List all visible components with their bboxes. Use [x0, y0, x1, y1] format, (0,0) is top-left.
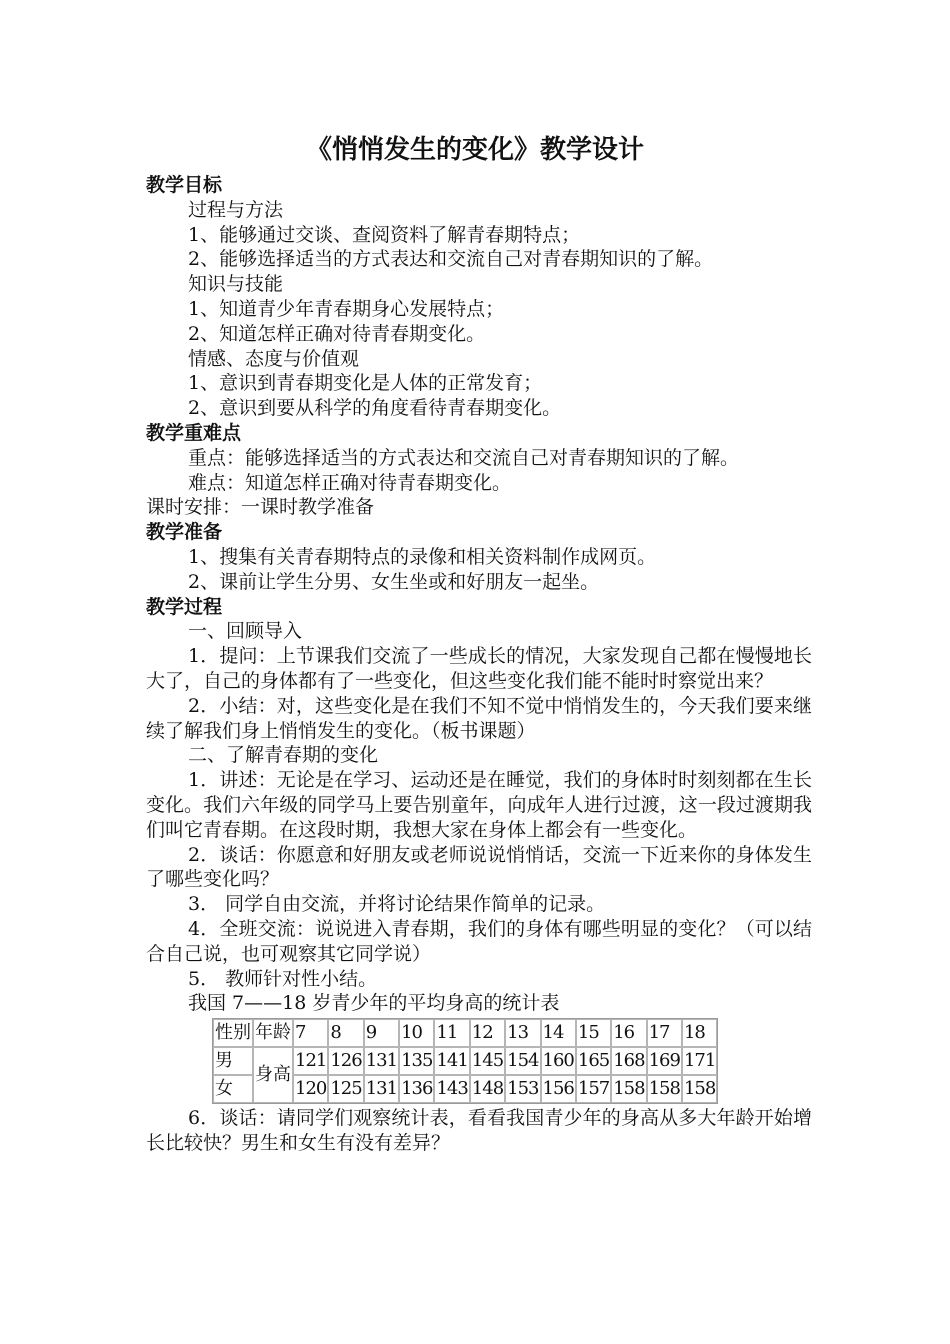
male-height-value: 165: [576, 1047, 611, 1075]
female-height-value: 153: [505, 1075, 540, 1103]
female-height-value: 158: [682, 1075, 717, 1103]
goal-item: 2、意识到要从科学的角度看待青春期变化。: [188, 397, 562, 420]
part-heading-review: 一、回顾导入: [188, 620, 303, 643]
process-paragraph: 2．谈话：你愿意和好朋友或老师说说悄悄话，交流一下近来你的身体发生了哪些变化吗？: [146, 843, 812, 891]
part-heading-puberty: 二、了解青春期的变化: [188, 744, 379, 767]
table-caption: 我国 7——18 岁青少年的平均身高的统计表: [188, 992, 560, 1015]
female-height-value: 120: [293, 1075, 328, 1103]
process-paragraph: 3． 同学自由交流，并将讨论结果作简单的记录。: [188, 893, 606, 916]
header-age-value: 17: [647, 1019, 682, 1047]
goal-item: 2、能够选择适当的方式表达和交流自己对青春期知识的了解。: [188, 248, 714, 271]
process-paragraph: 1．讲述：无论是在学习、运动还是在睡觉，我们的身体时时刻刻都在生长变化。我们六年级的同学马上要告别童年，向成年人进行过渡，这一段过渡期我们叫它青春期。在这段时期，我想大家在身体上都会有一些变化。: [146, 769, 812, 841]
goal-item: 1、意识到青春期变化是人体的正常发育；: [188, 372, 543, 395]
subheading-process-method: 过程与方法: [188, 198, 284, 221]
row-label-female: 女: [213, 1075, 253, 1103]
male-height-value: 169: [647, 1047, 682, 1075]
male-height-value: 168: [611, 1047, 646, 1075]
header-age-value: 15: [576, 1019, 611, 1047]
row-label-male: 男: [213, 1047, 253, 1075]
male-height-value: 171: [682, 1047, 717, 1075]
table-row-male: [213, 1047, 717, 1075]
difficult-point: 难点：知道怎样正确对待青春期变化。: [188, 471, 512, 494]
male-height-value: 160: [541, 1047, 576, 1075]
table-header-row: [213, 1019, 717, 1047]
male-height-value: 145: [470, 1047, 505, 1075]
header-age-value: 9: [364, 1019, 399, 1047]
male-height-value: 154: [505, 1047, 540, 1075]
female-height-value: 158: [647, 1075, 682, 1103]
process-paragraph: 4．全班交流：说说进入青春期，我们的身体有哪些明显的变化？（可以结合自己说，也可观察其它同学说）: [146, 917, 812, 965]
female-height-value: 157: [576, 1075, 611, 1103]
subheading-knowledge-skill: 知识与技能: [188, 273, 284, 296]
process-paragraph: 1．提问：上节课我们交流了一些成长的情况，大家发现自己都在慢慢地长大了，自己的身体都有了一些变化，但这些变化我们能不能时时察觉出来？: [146, 645, 812, 692]
male-height-value: 131: [364, 1047, 399, 1075]
female-height-value: 131: [364, 1075, 399, 1103]
goal-item: 1、知道青少年青春期身心发展特点；: [188, 297, 505, 320]
female-height-value: 156: [541, 1075, 576, 1103]
female-height-value: 136: [399, 1075, 434, 1103]
header-age-value: 7: [293, 1019, 328, 1047]
heading-key-difficult: 教学重难点: [146, 421, 242, 444]
male-height-value: 135: [399, 1047, 434, 1075]
header-gender: 性别: [213, 1019, 253, 1047]
heading-preparation: 教学准备: [146, 521, 223, 544]
schedule-line: 课时安排：一课时教学准备: [146, 496, 375, 519]
process-paragraph: 6．谈话：请同学们观察统计表，看看我国青少年的身高从多大年龄开始增长比较快？男生和女生有没有差异？: [146, 1107, 812, 1154]
header-age: 年龄: [253, 1019, 293, 1047]
document-body: [146, 173, 812, 1156]
header-age-value: 8: [328, 1019, 363, 1047]
heading-teaching-goals: 教学目标: [146, 174, 223, 196]
female-height-value: 143: [434, 1075, 469, 1103]
male-height-value: 141: [434, 1047, 469, 1075]
goal-item: 1、能够通过交谈、查阅资料了解青春期特点；: [188, 223, 581, 246]
header-age-value: 12: [470, 1019, 505, 1047]
height-statistics-table: [212, 1018, 718, 1104]
header-age-value: 11: [434, 1019, 469, 1047]
female-height-value: 148: [470, 1075, 505, 1103]
heading-process: 教学过程: [146, 595, 223, 618]
male-height-value: 121: [293, 1047, 328, 1075]
subheading-emotion-values: 情感、态度与价值观: [188, 347, 360, 370]
height-table-wrapper: [212, 1018, 812, 1104]
header-age-value: 18: [682, 1019, 717, 1047]
female-height-value: 158: [611, 1075, 646, 1103]
prep-item: 2、课前让学生分男、女生坐或和好朋友一起坐。: [188, 570, 600, 593]
process-paragraph: 2．小结：对，这些变化是在我们不知不觉中悄悄发生的，今天我们要来继续了解我们身上悄悄发生的变化。（板书课题）: [146, 694, 812, 742]
female-height-value: 125: [328, 1075, 363, 1103]
key-point: 重点：能够选择适当的方式表达和交流自己对青春期知识的了解。: [188, 446, 740, 469]
header-age-value: 16: [611, 1019, 646, 1047]
goal-item: 2、知道怎样正确对待青春期变化。: [188, 322, 486, 345]
prep-item: 1、搜集有关青春期特点的录像和相关资料制作成网页。: [188, 545, 657, 568]
header-age-value: 13: [505, 1019, 540, 1047]
header-age-value: 10: [399, 1019, 434, 1047]
process-paragraph: 5． 教师针对性小结。: [188, 967, 378, 990]
header-age-value: 14: [541, 1019, 576, 1047]
row-label-height: 身高: [253, 1047, 293, 1103]
male-height-value: 126: [328, 1047, 363, 1075]
document-title: 《悄悄发生的变化》教学设计: [305, 135, 644, 165]
